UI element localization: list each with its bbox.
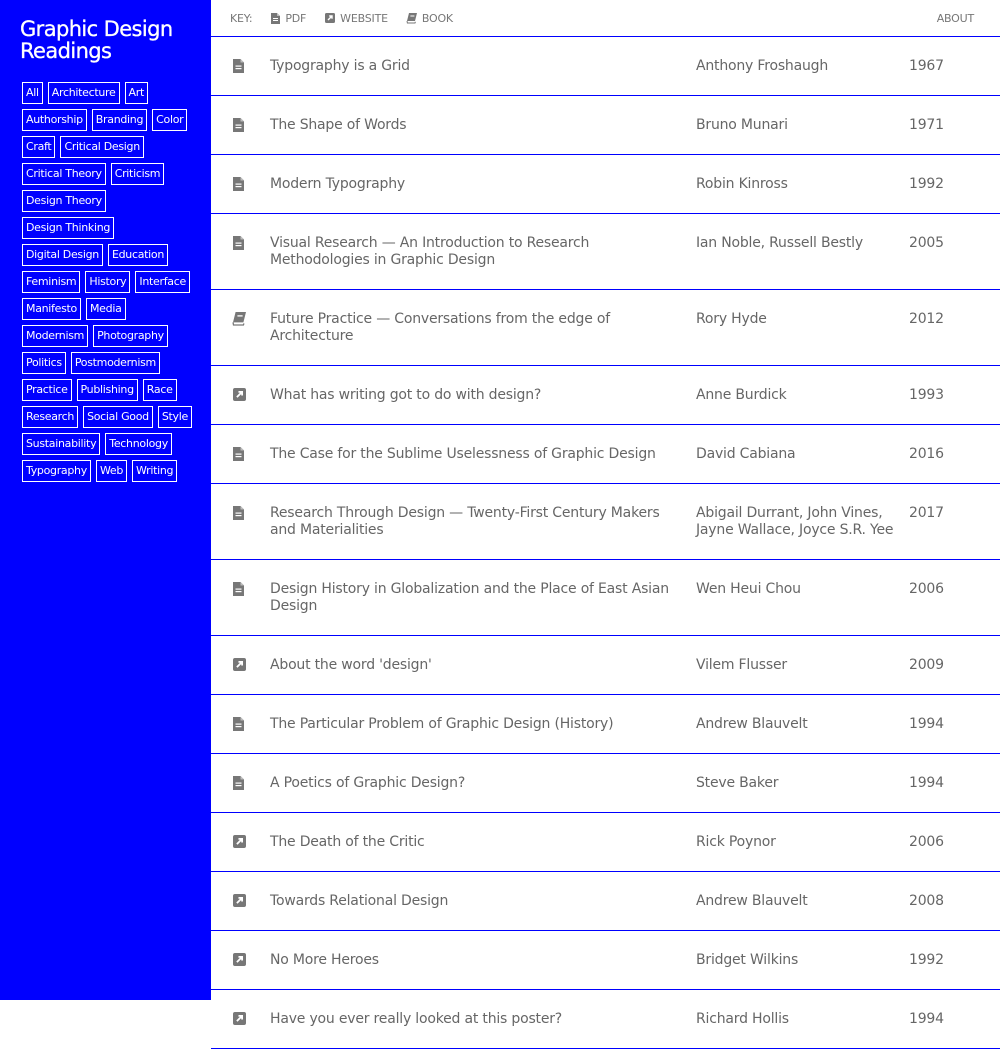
reading-title[interactable]: The Death of the Critic [270, 834, 425, 850]
key-item-pdf [271, 12, 306, 25]
reading-year: 1971 [909, 117, 944, 133]
reading-author: Bruno Munari [696, 117, 788, 133]
reading-year: 2017 [909, 505, 944, 521]
tag-criticism[interactable]: Criticism [111, 163, 164, 185]
reading-type [211, 716, 270, 733]
reading-author: Abigail Durrant, John Vines, Jayne Wallace, Joyce S.R. Yee [696, 505, 894, 538]
reading-row[interactable] [211, 931, 1000, 990]
pdf-icon [233, 506, 270, 520]
pdf-icon [271, 13, 280, 24]
tag-art[interactable]: Art [125, 82, 148, 104]
pdf-icon [233, 118, 270, 132]
tag-web[interactable]: Web [96, 460, 127, 482]
tag-race[interactable]: Race [143, 379, 177, 401]
reading-title[interactable]: Towards Relational Design [270, 893, 449, 909]
reading-title[interactable]: What has writing got to do with design? [270, 387, 542, 403]
reading-author: Andrew Blauvelt [696, 893, 808, 909]
reading-row[interactable] [211, 425, 1000, 484]
reading-type [211, 893, 270, 910]
pdf-icon [233, 447, 270, 461]
tag-feminism[interactable]: Feminism [22, 271, 80, 293]
tag-digital-design[interactable]: Digital Design [22, 244, 103, 266]
reading-title[interactable]: Design History in Globalization and the Place of East Asian Design [270, 581, 669, 614]
reading-type [211, 117, 270, 134]
pdf-icon [233, 177, 270, 191]
tag-interface[interactable]: Interface [135, 271, 190, 293]
reading-title[interactable]: The Shape of Words [270, 117, 407, 133]
reading-title[interactable]: No More Heroes [270, 952, 379, 968]
reading-type [211, 446, 270, 463]
book-icon [407, 13, 417, 23]
reading-row[interactable] [211, 560, 1000, 636]
key-label: KEY: [230, 11, 253, 25]
reading-type [211, 657, 270, 674]
website-icon [233, 835, 270, 848]
reading-author: Rory Hyde [696, 311, 767, 327]
reading-author: Wen Heui Chou [696, 581, 801, 597]
reading-type [211, 775, 270, 792]
reading-row[interactable] [211, 484, 1000, 560]
reading-row[interactable] [211, 813, 1000, 872]
reading-year: 2006 [909, 834, 944, 850]
main-content [211, 0, 1000, 1027]
reading-row[interactable] [211, 37, 1000, 96]
reading-row[interactable] [211, 290, 1000, 366]
reading-title[interactable]: Research Through Design — Twenty-First Century Makers and Materialities [270, 505, 660, 538]
reading-type [211, 58, 270, 75]
external-link-icon [325, 13, 335, 23]
website-icon [233, 953, 270, 966]
reading-row[interactable] [211, 96, 1000, 155]
book-icon [233, 312, 270, 325]
tag-education[interactable]: Education [108, 244, 168, 266]
reading-type [211, 505, 270, 539]
reading-year: 2006 [909, 581, 944, 597]
reading-year: 1994 [909, 716, 944, 732]
readings-list [211, 37, 1000, 1049]
tag-technology[interactable]: Technology [105, 433, 172, 455]
reading-row[interactable] [211, 990, 1000, 1049]
tag-history[interactable]: History [85, 271, 130, 293]
about-link[interactable]: ABOUT [936, 11, 974, 25]
tag-critical-design[interactable]: Critical Design [60, 136, 143, 158]
tag-politics[interactable]: Politics [22, 352, 66, 374]
pdf-icon [233, 717, 270, 731]
website-icon [233, 894, 270, 907]
reading-year: 2016 [909, 446, 944, 462]
reading-type [211, 834, 270, 851]
reading-year: 1992 [909, 176, 944, 192]
reading-title[interactable]: The Particular Problem of Graphic Design (History) [270, 716, 614, 732]
tag-branding[interactable]: Branding [92, 109, 147, 131]
reading-author: Andrew Blauvelt [696, 716, 808, 732]
reading-author: Vilem Flusser [696, 657, 787, 673]
reading-type [211, 176, 270, 193]
reading-title[interactable]: Visual Research — An Introduction to Research Methodologies in Graphic Design [270, 235, 590, 268]
tag-typography[interactable]: Typography [22, 460, 91, 482]
reading-type [211, 952, 270, 969]
key-book-label: BOOK [421, 11, 453, 25]
reading-title[interactable]: About the word 'design' [270, 657, 432, 673]
reading-type [211, 311, 270, 345]
reading-type [211, 387, 270, 404]
reading-author: Bridget Wilkins [696, 952, 799, 968]
reading-author: Steve Baker [696, 775, 779, 791]
reading-row[interactable] [211, 155, 1000, 214]
sidebar [0, 0, 211, 1000]
reading-year: 1967 [909, 58, 944, 74]
reading-year: 1994 [909, 1011, 944, 1027]
site-title[interactable]: Graphic Design Readings [20, 17, 173, 63]
key-website-label: WEBSITE [340, 11, 388, 25]
reading-title[interactable]: The Case for the Sublime Uselessness of Graphic Design [270, 446, 656, 462]
tag-manifesto[interactable]: Manifesto [22, 298, 81, 320]
reading-year: 1993 [909, 387, 944, 403]
tag-craft[interactable]: Craft [22, 136, 55, 158]
reading-title[interactable]: Have you ever really looked at this poster? [270, 1011, 563, 1027]
reading-row[interactable] [211, 366, 1000, 425]
reading-author: Anne Burdick [696, 387, 787, 403]
pdf-icon [233, 59, 270, 73]
tag-design-thinking[interactable]: Design Thinking [22, 217, 114, 239]
tag-architecture[interactable]: Architecture [48, 82, 120, 104]
reading-title[interactable]: Modern Typography [270, 176, 405, 192]
reading-author: Rick Poynor [696, 834, 776, 850]
pdf-icon [233, 776, 270, 790]
tag-all[interactable]: All [22, 82, 43, 104]
reading-row[interactable] [211, 636, 1000, 695]
reading-author: Richard Hollis [696, 1011, 789, 1027]
reading-row[interactable] [211, 872, 1000, 931]
tag-sustainability[interactable]: Sustainability [22, 433, 100, 455]
tag-modernism[interactable]: Modernism [22, 325, 88, 347]
key-item-book [407, 12, 453, 25]
reading-title[interactable]: A Poetics of Graphic Design? [270, 775, 466, 791]
tag-media[interactable]: Media [86, 298, 126, 320]
reading-type [211, 235, 270, 269]
reading-row[interactable] [211, 214, 1000, 290]
website-icon [233, 1012, 270, 1025]
tag-filter-list [22, 82, 198, 487]
key-pdf-label: PDF [285, 11, 307, 25]
pdf-icon [233, 236, 270, 250]
tag-critical-theory[interactable]: Critical Theory [22, 163, 106, 185]
key-item-website [325, 12, 388, 25]
tag-social-good[interactable]: Social Good [83, 406, 153, 428]
reading-author: David Cabiana [696, 446, 796, 462]
reading-row[interactable] [211, 754, 1000, 813]
reading-year: 2008 [909, 893, 944, 909]
reading-year: 1992 [909, 952, 944, 968]
website-icon [233, 658, 270, 671]
tag-practice[interactable]: Practice [22, 379, 72, 401]
reading-author: Ian Noble, Russell Bestly [696, 235, 863, 251]
reading-row[interactable] [211, 695, 1000, 754]
tag-authorship[interactable]: Authorship [22, 109, 87, 131]
reading-title[interactable]: Future Practice — Conversations from the edge of Architecture [270, 311, 610, 344]
key-bar [211, 0, 1000, 37]
tag-postmodernism[interactable]: Postmodernism [71, 352, 160, 374]
reading-type [211, 1011, 270, 1028]
tag-publishing[interactable]: Publishing [77, 379, 138, 401]
reading-year: 2009 [909, 657, 944, 673]
reading-title[interactable]: Typography is a Grid [270, 58, 410, 74]
tag-writing[interactable]: Writing [132, 460, 177, 482]
pdf-icon [233, 582, 270, 596]
tag-research[interactable]: Research [22, 406, 78, 428]
tag-design-theory[interactable]: Design Theory [22, 190, 106, 212]
tag-photography[interactable]: Photography [93, 325, 168, 347]
reading-year: 2005 [909, 235, 944, 251]
reading-author: Robin Kinross [696, 176, 788, 192]
website-icon [233, 388, 270, 401]
reading-author: Anthony Froshaugh [696, 58, 829, 74]
reading-year: 1994 [909, 775, 944, 791]
tag-style[interactable]: Style [158, 406, 192, 428]
reading-type [211, 581, 270, 615]
reading-year: 2012 [909, 311, 944, 327]
tag-color[interactable]: Color [152, 109, 187, 131]
